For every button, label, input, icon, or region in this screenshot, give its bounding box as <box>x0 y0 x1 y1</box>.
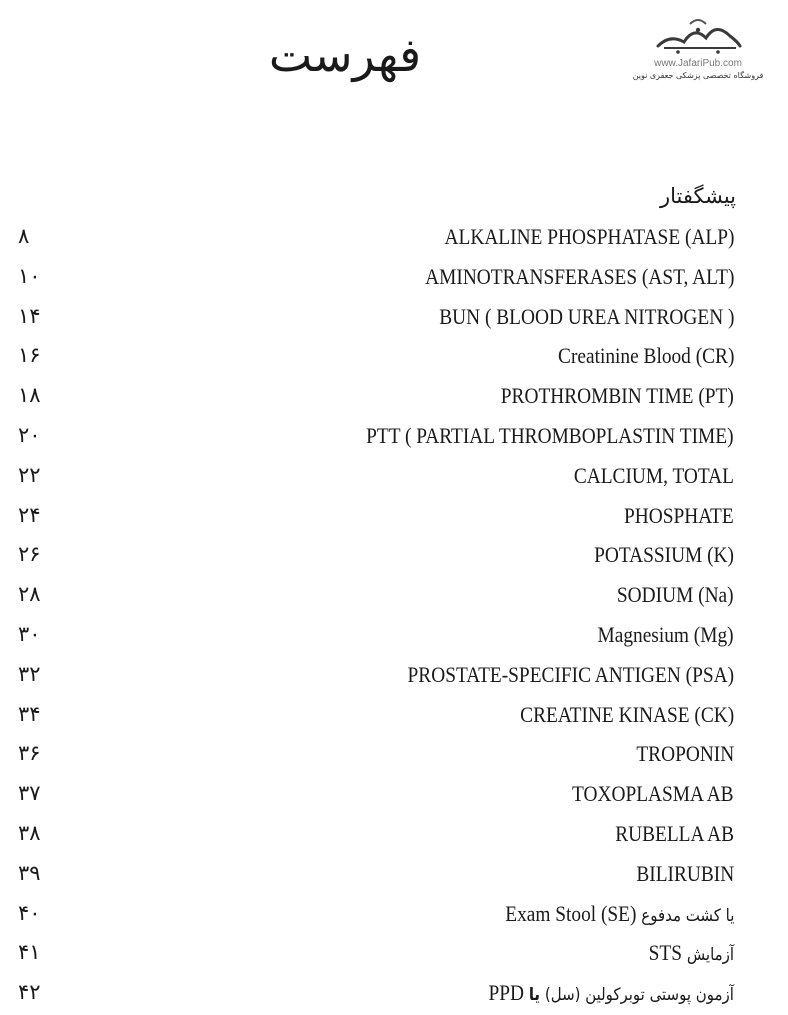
toc-entry-page: ۱۶ <box>18 343 41 368</box>
toc-entry-fa: آزمایش <box>686 945 734 966</box>
toc-entry-page: ۸ <box>18 224 30 248</box>
toc-entry-en: Exam Stool (SE) <box>504 900 637 926</box>
toc-entry-page: ۴۲ <box>18 980 41 1005</box>
toc-row-toxoplasma <box>0 776 788 816</box>
toc-row-calcium <box>0 458 788 498</box>
toc-entry-title: BILIRUBIN <box>636 860 734 886</box>
toc-entry-page: ۲۴ <box>18 502 41 527</box>
toc-row-creatinine <box>0 338 788 378</box>
toc-entry-page: ۱۴ <box>18 303 41 328</box>
toc-entry-page: ۳۲ <box>18 661 41 686</box>
logo-url: www.JafariPub.com <box>654 58 742 69</box>
toc-entry-title: Creatinine Blood (CR) <box>557 343 734 369</box>
toc-entry-fa: یا کشت مدفوع <box>640 905 734 926</box>
toc-row-troponin <box>0 736 788 776</box>
toc-entry-title <box>489 980 734 1006</box>
toc-entry-fa-bold: یا <box>528 985 541 1006</box>
toc-row-bun <box>0 299 788 339</box>
toc-row-pt <box>0 378 788 418</box>
toc-entry-page: ۴۰ <box>18 900 41 925</box>
toc-row-aminotransferases <box>0 259 788 299</box>
toc-entry-title: POTASSIUM (K) <box>594 542 734 568</box>
toc-row-bilirubin <box>0 856 788 896</box>
toc-entry-title <box>505 901 734 927</box>
toc-row-sodium <box>0 577 788 617</box>
toc-row-alp <box>0 219 788 259</box>
toc-row-potassium <box>0 537 788 577</box>
toc-row-ppd <box>0 975 788 1015</box>
toc-entry-en: STS <box>648 940 682 966</box>
toc-entry-page: ۳۹ <box>18 860 41 885</box>
toc-entry-page: ۲۸ <box>18 582 41 607</box>
toc-entry-title: SODIUM (Na) <box>617 582 734 608</box>
toc-entry-title: TROPONIN <box>636 741 734 767</box>
publisher-logo <box>628 16 768 96</box>
toc-entry-title: PROSTATE-SPECIFIC ANTIGEN (PSA) <box>407 661 734 687</box>
table-of-contents <box>0 219 788 1015</box>
toc-row-ptt <box>0 418 788 458</box>
toc-entry-page: ۳۰ <box>18 621 41 646</box>
toc-entry-title: CREATINE KINASE (CK) <box>519 701 734 727</box>
toc-entry-title: PTT ( PARTIAL THROMBOPLASTIN TIME) <box>366 422 734 448</box>
jafari-logo-icon <box>650 16 746 56</box>
toc-row-phosphate <box>0 498 788 538</box>
toc-entry-title: RUBELLA AB <box>615 820 734 846</box>
logo-tagline: فروشگاه تخصصی پزشکی جعفری نوین <box>632 71 764 80</box>
toc-entry-page: ۳۴ <box>18 701 41 726</box>
toc-entry-title <box>649 940 734 966</box>
toc-entry-page: ۲۶ <box>18 542 41 567</box>
toc-entry-page: ۲۰ <box>18 422 41 447</box>
toc-row-magnesium <box>0 617 788 657</box>
toc-row-stool <box>0 896 788 936</box>
toc-row-rubella <box>0 816 788 856</box>
toc-entry-en: PPD <box>488 980 525 1006</box>
toc-entry-fa: آزمون پوستی توبرکولین (سل) <box>545 985 734 1006</box>
page-title: فهرست <box>268 28 422 82</box>
toc-entry-page: ۴۱ <box>18 940 41 965</box>
toc-entry-page: ۱۰ <box>18 263 41 288</box>
toc-entry-title: AMINOTRANSFERASES (AST, ALT) <box>424 263 734 289</box>
toc-entry-title: BUN ( BLOOD UREA NITROGEN ) <box>438 303 734 329</box>
toc-entry-page: ۱۸ <box>18 383 41 408</box>
toc-row-sts <box>0 935 788 975</box>
toc-entry-title: ALKALINE PHOSPHATASE (ALP) <box>444 224 734 249</box>
toc-preface: پیشگفتار <box>659 184 736 208</box>
toc-entry-page: ۳۸ <box>18 820 41 845</box>
toc-entry-title: PHOSPHATE <box>624 502 734 528</box>
toc-entry-title: PROTHROMBIN TIME (PT) <box>500 383 734 409</box>
toc-entry-page: ۳۶ <box>18 741 41 766</box>
toc-row-ck <box>0 697 788 737</box>
toc-entry-title: CALCIUM, TOTAL <box>573 462 734 488</box>
toc-entry-page: ۳۷ <box>18 781 41 806</box>
toc-entry-title: TOXOPLASMA AB <box>572 781 734 807</box>
toc-entry-page: ۲۲ <box>18 462 41 487</box>
toc-entry-title: Magnesium (Mg) <box>597 621 734 647</box>
toc-row-psa <box>0 657 788 697</box>
